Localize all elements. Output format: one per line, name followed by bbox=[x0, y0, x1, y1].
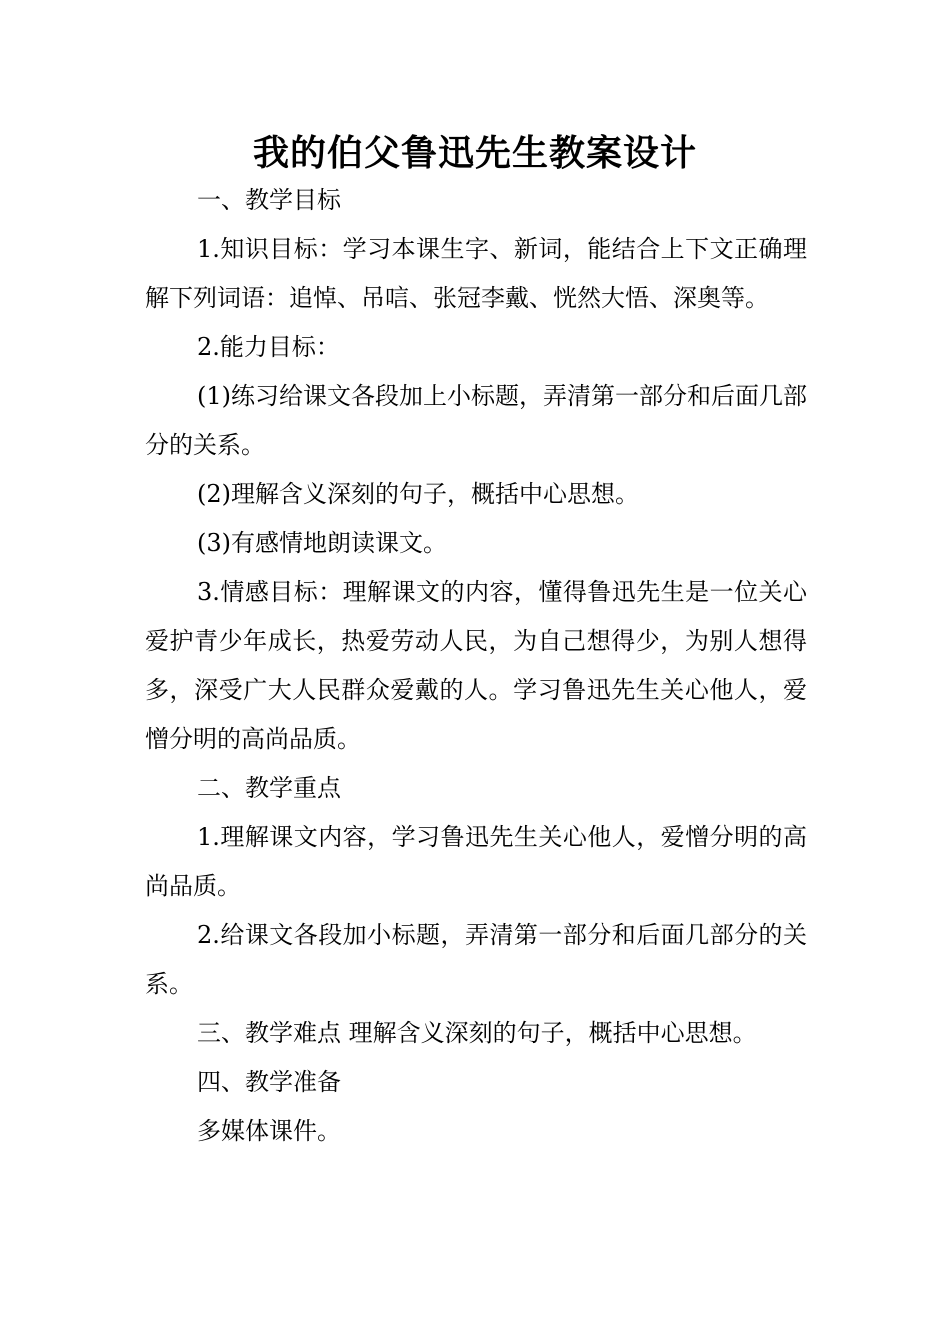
paragraph-ability-item-3: (3)有感情地朗读课文。 bbox=[197, 529, 447, 557]
document-body bbox=[145, 176, 807, 1156]
paragraph-ability-item-2: (2)理解含义深刻的句子，概括中心思想。 bbox=[197, 480, 639, 508]
section-heading-key-points: 二、教学重点 bbox=[197, 774, 341, 802]
paragraph-knowledge-objective: 1.知识目标：学习本课生字、新词，能结合上下文正确理解下列词语：追悼、吊唁、张冠李戴、恍然大悟、深奥等。 bbox=[145, 235, 807, 312]
section-heading-preparation: 四、教学准备 bbox=[197, 1068, 341, 1096]
paragraph-ability-item-1: (1)练习给课文各段加上小标题，弄清第一部分和后面几部分的关系。 bbox=[145, 382, 807, 459]
section-heading-difficulty: 三、教学难点 理解含义深刻的句子，概括中心思想。 bbox=[197, 1019, 757, 1047]
paragraph-key-point-2: 2.给课文各段加小标题，弄清第一部分和后面几部分的关系。 bbox=[145, 921, 807, 998]
document-title: 我的伯父鲁迅先生教案设计 bbox=[252, 132, 697, 174]
paragraph-key-point-1: 1.理解课文内容，学习鲁迅先生关心他人，爱憎分明的高尚品质。 bbox=[145, 823, 807, 900]
paragraph-ability-objective: 2.能力目标： bbox=[197, 333, 340, 361]
paragraph-preparation: 多媒体课件。 bbox=[197, 1117, 341, 1145]
section-heading-objectives: 一、教学目标 bbox=[197, 186, 341, 214]
paragraph-emotion-objective: 3.情感目标：理解课文的内容，懂得鲁迅先生是一位关心爱护青少年成长，热爱劳动人民，为自己想得少，为别人想得多，深受广大人民群众爱戴的人。学习鲁迅先生关心他人，爱憎分明的高尚品质。 bbox=[145, 578, 807, 753]
